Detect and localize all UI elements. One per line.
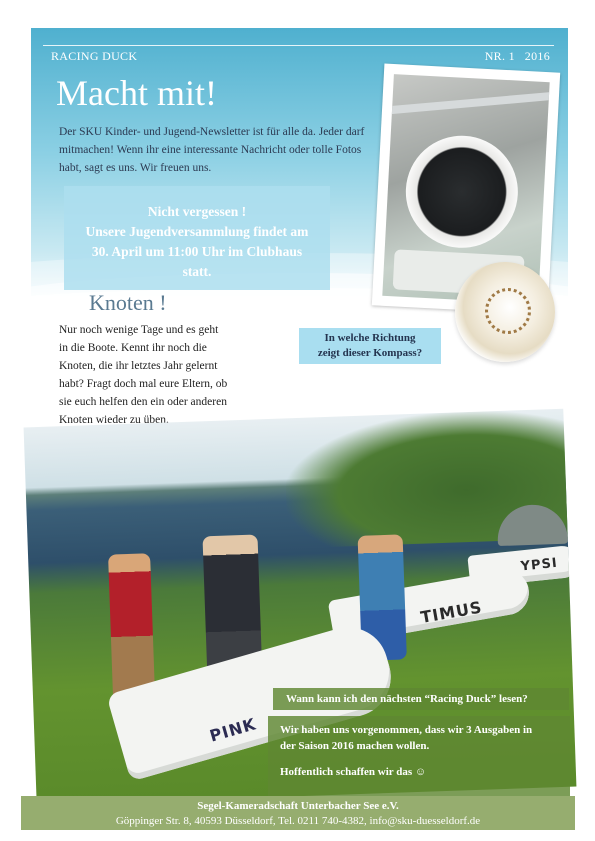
footer-address: Göppinger Str. 8, 40593 Düsseldorf, Tel. 0211 740-4382, info@sku-duesseldorf.de [115, 815, 481, 827]
reminder-line: Nicht vergessen ! [147, 204, 247, 219]
answer-line: der Saison 2016 machen wollen. [280, 740, 430, 752]
reminder-line: statt. [182, 264, 212, 279]
answer-hope: Hoffentlich schaffen wir das ☺ [280, 766, 427, 778]
newsletter-name: RACING DUCK [51, 49, 138, 63]
answer-box [268, 716, 570, 796]
boat-label-timus: TIMUS [419, 597, 484, 627]
boat-label-pink: PINK [207, 714, 259, 746]
footer-org: Segel-Kameradschaft Unterbacher See e.V. [197, 800, 399, 812]
caption-line: In welche Richtung [324, 332, 416, 344]
compass-icon [403, 133, 521, 251]
seashell-icon [455, 262, 555, 362]
caption-line: zeigt dieser Kompass? [317, 347, 423, 359]
compass-rail [383, 90, 550, 115]
seashell-spiral [485, 288, 531, 334]
question-box: Wann kann ich den nächsten “Racing Duck” lesen? [273, 688, 569, 710]
knoten-text: Nur noch wenige Tage und es geht in die Boote. Kennt ihr noch die Knoten, die ihr letztes Jahr gelernt habt? Fragt doch mal eure Eltern, ob sie euch helfen den ein oder anderen Knoten wieder zu üben. [59, 324, 228, 426]
reminder-box [64, 186, 330, 290]
footer [21, 796, 575, 830]
reminder-line: Unsere Jugendversammlung findet am [85, 224, 309, 239]
issue-number: NR. 1 2016 [484, 49, 550, 63]
compass-caption [299, 328, 441, 364]
masthead-rule [43, 45, 554, 46]
headline: Macht mit! [56, 73, 217, 113]
knoten-title: Knoten ! [89, 290, 167, 315]
intro-text: Der SKU Kinder- und Jugend-Newsletter ist für alle da. Jeder darf mitmachen! Wenn ihr eine interessante Nachricht oder tolle Fotos habt, sagt es uns. Wir freuen uns. [59, 126, 365, 174]
boat-label-ypsi: YPSI [520, 555, 559, 575]
reminder-line: 30. April um 11:00 Uhr im Clubhaus [91, 244, 303, 259]
answer-line: Wir haben uns vorgenommen, dass wir 3 Ausgaben in [280, 724, 533, 736]
